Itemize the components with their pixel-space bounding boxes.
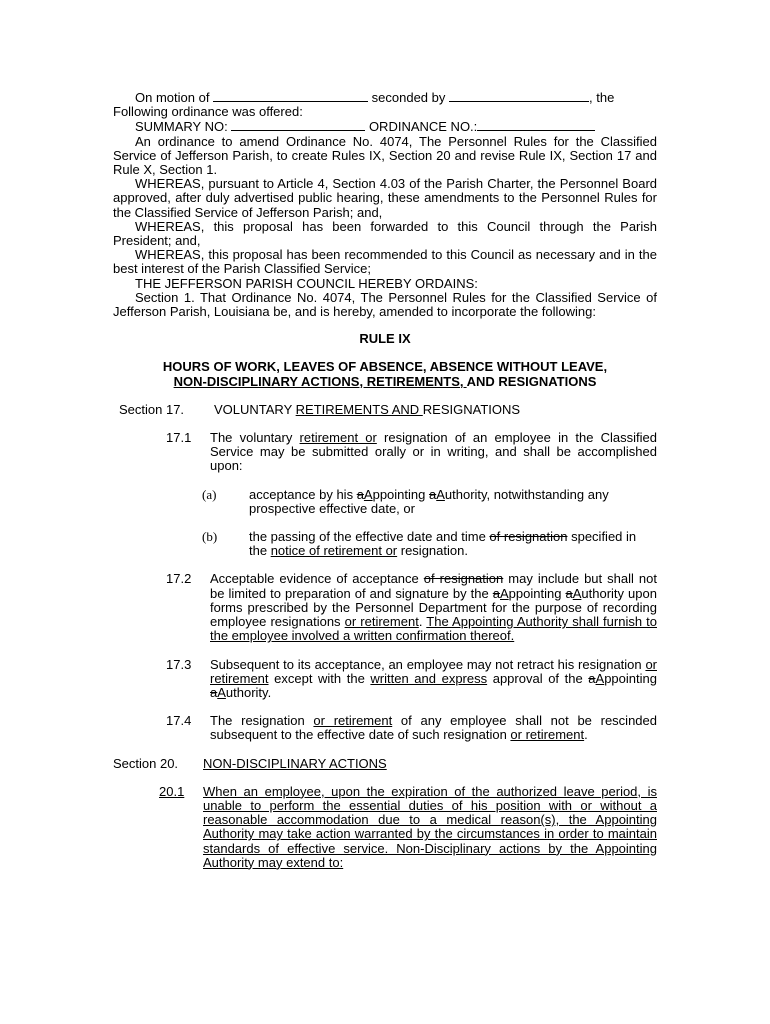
section-20-heading [113, 757, 657, 771]
blank-line [449, 90, 589, 102]
subsection-17-4 [166, 714, 657, 742]
text-run: seconded by [368, 90, 449, 105]
inserted-text: RETIREMENTS AND [295, 401, 423, 417]
section-20-label: Section 20. [113, 755, 179, 771]
rule-heading-line-1: HOURS OF WORK, LEAVES OF ABSENCE, ABSENCE WITHOUT LEAVE, [162, 359, 608, 375]
inserted-text: NON-DISCIPLINARY ACTIONS [203, 755, 387, 771]
text-run: of any employee shall not be rescinded subsequent to the effective date of such resignation [210, 713, 657, 743]
inserted-text: or retirement [313, 713, 393, 729]
subsection-17-1 [166, 431, 657, 474]
following-line: Following ordinance was offered: [113, 104, 303, 120]
deleted-text: a [565, 585, 573, 601]
subsection-20-1 [159, 785, 657, 870]
inserted-text: retirement or [299, 430, 377, 446]
text-run: except with the [268, 670, 371, 686]
subsection-text [210, 431, 657, 474]
ordinance-description: An ordinance to amend Ordinance No. 4074, The Personnel Rules for the Classified Service of Jefferson Parish, to create Rules IX, Section 20 and revise Rule IX, Section 17 and Rule X, Section 1. [113, 133, 657, 178]
subsection-number: 17.1 [166, 430, 192, 446]
section-1-text: Section 1. That Ordinance No. 4074, The Personnel Rules for the Classified Service of Jefferson Parish, Louisiana be, and is hereby, amended to incorporate the following: [113, 289, 657, 320]
text-run: ppointing [508, 585, 566, 601]
section-17-title [214, 403, 520, 417]
inserted-text: When an employee, upon the expiration of the authorized leave period, is unable to perform the essential duties of his position with or without a reasonable accommodation due to a medical reason(s), the Appointing Authority may take action warranted by the circumstances in order to maintain standards of effective service. Non-Disciplinary actions by the Appointing Authority may extend to: [203, 783, 657, 870]
subsection-text [210, 714, 657, 742]
blank-line [213, 90, 368, 102]
deleted-text: a [428, 486, 437, 502]
text-run: VOLUNTARY [214, 401, 296, 417]
subsection-17-2 [166, 572, 657, 643]
text-run: uthority upon forms prescribed by the Personnel Department for the purpose of recording employee resignations [210, 585, 657, 630]
deleted-text: a [210, 684, 218, 700]
deleted-text: of resignation [489, 529, 568, 545]
text-run: . [418, 614, 427, 630]
subsection-number: 17.3 [166, 656, 192, 672]
text-run: specified in the [249, 529, 637, 559]
blank-line [477, 119, 595, 131]
text-run: On motion of [135, 90, 214, 105]
section-17-heading [119, 403, 657, 417]
text-run: uthority, notwithstanding any prospective effective date, or [249, 486, 609, 516]
inserted-text: A [363, 486, 373, 502]
subsection-text [210, 572, 657, 643]
inserted-text: or retirement [510, 727, 585, 743]
text-run: Subsequent to its acceptance, an employee may not retract his resignation [210, 656, 646, 672]
subsection-17-3 [166, 658, 657, 701]
deleted-text: a [356, 486, 364, 502]
text-run: uthority. [225, 684, 272, 700]
text-run: The resignation [210, 713, 314, 729]
whereas-forwarded: WHEREAS, this proposal has been forwarded to this Council through the Parish President; and, [113, 218, 657, 249]
rule-title: RULE IX [359, 331, 411, 347]
ordains-line: THE JEFFERSON PARISH COUNCIL HEREBY ORDAINS: [135, 275, 478, 291]
text-run: resignation of an employee in the Classified Service may be submitted orally or in writing, and shall be accomplished upon: [210, 430, 658, 474]
inserted-text: A [500, 585, 509, 601]
text-run: Acceptable evidence of acceptance [210, 571, 424, 587]
item-label: (a) [202, 486, 217, 502]
item-text [249, 488, 657, 516]
rule-heading-line-2 [113, 375, 657, 389]
inserted-text: NON-DISCIPLINARY ACTIONS, RETIREMENTS, [173, 373, 467, 389]
subsection-text [210, 658, 657, 701]
inserted-text: A [436, 486, 445, 502]
text-run: The voluntary [210, 430, 300, 446]
text-run: the passing of the effective date and time [249, 529, 490, 545]
whereas-recommended: WHEREAS, this proposal has been recommended to this Council as necessary and in the best interest of the Parish Classified Service; [113, 247, 657, 277]
text-run: approval of the [487, 670, 589, 686]
text-run: RESIGNATIONS [422, 401, 521, 417]
inserted-text: or retirement [210, 656, 657, 686]
text-run: acceptance by his [249, 486, 357, 502]
text-run: may include but shall not be limited to preparation of and signature by the [210, 571, 657, 601]
motion-line [113, 90, 657, 105]
text-run: AND RESIGNATIONS [466, 373, 597, 389]
text-run: SUMMARY NO: [135, 119, 232, 135]
list-item-a [202, 488, 657, 516]
inserted-text: written and express [370, 670, 488, 686]
text-run: ppointing [604, 670, 657, 686]
document-page [113, 90, 657, 870]
deleted-text: of resignation [423, 571, 504, 587]
subsection-text [203, 785, 657, 870]
inserted-text: A [595, 670, 605, 686]
blank-line [231, 119, 365, 131]
inserted-text: The Appointing Authority shall furnish to the employee involved a written confirmation thereof. [210, 614, 657, 644]
section-17-label: Section 17. [119, 401, 185, 417]
inserted-text: A [217, 684, 226, 700]
list-item-b [202, 530, 657, 558]
text-run: resignation. [397, 543, 468, 559]
whereas-charter: WHEREAS, pursuant to Article 4, Section 4.03 of the Parish Charter, the Personnel Board approved, after duly advertised public hearing, these amendments to the Personnel Rules for the Classified Service of Jefferson Parish; and, [113, 176, 657, 220]
text-run: , the [589, 90, 615, 105]
item-text [249, 530, 657, 558]
section-20-title [203, 757, 387, 771]
deleted-text: a [492, 585, 500, 601]
text-run: ORDINANCE NO.: [365, 119, 478, 135]
inserted-text: notice of retirement or [270, 543, 398, 559]
inserted-text: or retirement [344, 614, 419, 630]
text-run: . [584, 727, 588, 743]
item-label: (b) [202, 529, 218, 545]
subsection-number: 17.4 [166, 713, 192, 729]
summary-line [113, 119, 657, 134]
deleted-text: a [588, 670, 596, 686]
subsection-number: 20.1 [159, 783, 185, 799]
text-run: ppointing [372, 486, 429, 502]
inserted-text: A [572, 585, 582, 601]
subsection-number: 17.2 [166, 571, 192, 587]
